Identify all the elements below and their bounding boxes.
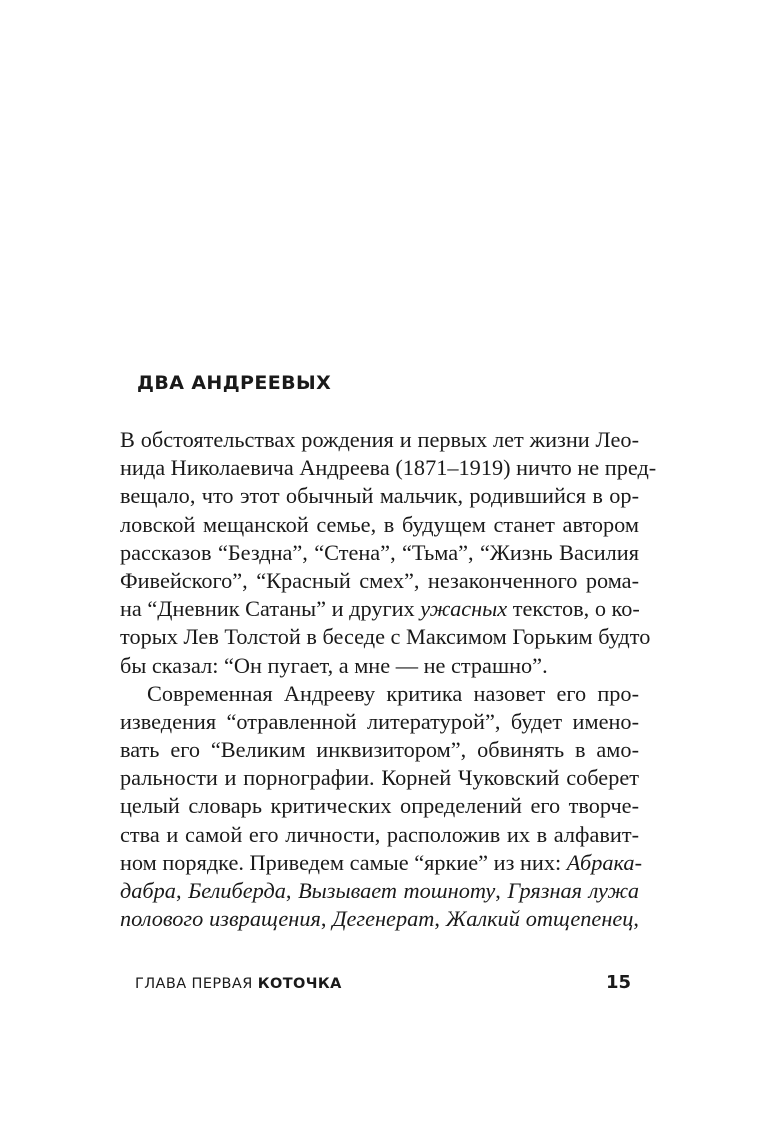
running-footer xyxy=(135,976,342,992)
text-run: , xyxy=(285,878,299,903)
italic-run: Вызывает тошноту xyxy=(298,878,496,903)
text-run: , xyxy=(434,906,446,932)
text-run: , xyxy=(633,906,639,932)
text-run: , xyxy=(495,878,508,903)
chapter-title: КОТОЧКА xyxy=(257,976,342,992)
text-line xyxy=(120,849,643,877)
text-run: текстов, о ко- xyxy=(507,596,640,622)
italic-run: полового извращения xyxy=(120,906,321,932)
text-line: Современная Андрееву критика назовет его про- xyxy=(147,680,639,706)
text-run: ном порядке. Приведем самые “яркие” из них: xyxy=(120,849,567,875)
text-run: , xyxy=(175,878,189,903)
text-line: бы сказал: “Он пугает, а мне — не страшно”. xyxy=(120,652,548,678)
page-number: 15 xyxy=(605,972,631,993)
italic-run: Грязная лужа xyxy=(507,878,639,903)
text-line: нида Николаевича Андреева (1871–1919) ничто не пред- xyxy=(120,455,657,481)
italic-run: ужасных xyxy=(420,596,508,622)
text-line: вать его “Великим инквизитором”, обвинять в амо- xyxy=(120,737,639,763)
text-line: целый словарь критических определений его творче- xyxy=(120,793,639,819)
text-line xyxy=(120,595,639,623)
text-line: В обстоятельствах рождения и первых лет жизни Лео- xyxy=(120,427,639,452)
text-line: Фивейского”, “Красный смех”, незаконченного рома- xyxy=(120,567,639,593)
paragraph-2 xyxy=(120,680,643,934)
italic-run: Абрака- xyxy=(566,849,643,875)
text-run: на “Дневник Сатаны” и других xyxy=(120,596,421,622)
section-title: ДВА АНДРЕЕВЫХ xyxy=(137,372,332,394)
paragraph-1 xyxy=(120,426,657,680)
text-line: торых Лев Толстой в беседе с Максимом Горьким будто xyxy=(120,624,651,650)
text-line: рассказов “Бездна”, “Стена”, “Тьма”, “Жизнь Василия xyxy=(120,539,639,565)
text-line: изведения “отравленной литературой”, будет имено- xyxy=(120,708,639,734)
italic-run: Белиберда xyxy=(188,878,286,903)
italic-run: Жалкий отщепенец xyxy=(445,906,634,932)
text-line xyxy=(120,905,639,933)
text-line: ловской мещанской семье, в будущем станет автором xyxy=(120,511,639,537)
chapter-label: ГЛАВА ПЕРВАЯ xyxy=(135,976,253,992)
text-line: вещало, что этот обычный мальчик, родившийся в ор- xyxy=(120,483,639,509)
text-line xyxy=(120,877,639,905)
italic-run: дабра xyxy=(120,878,176,903)
text-line: ральности и порнографии. Корней Чуковский соберет xyxy=(120,765,639,791)
body-text xyxy=(120,426,657,933)
text-run: , xyxy=(320,906,333,932)
text-line: ства и самой его личности, расположив их в алфавит- xyxy=(120,821,639,847)
italic-run: Дегенерат xyxy=(332,906,435,932)
